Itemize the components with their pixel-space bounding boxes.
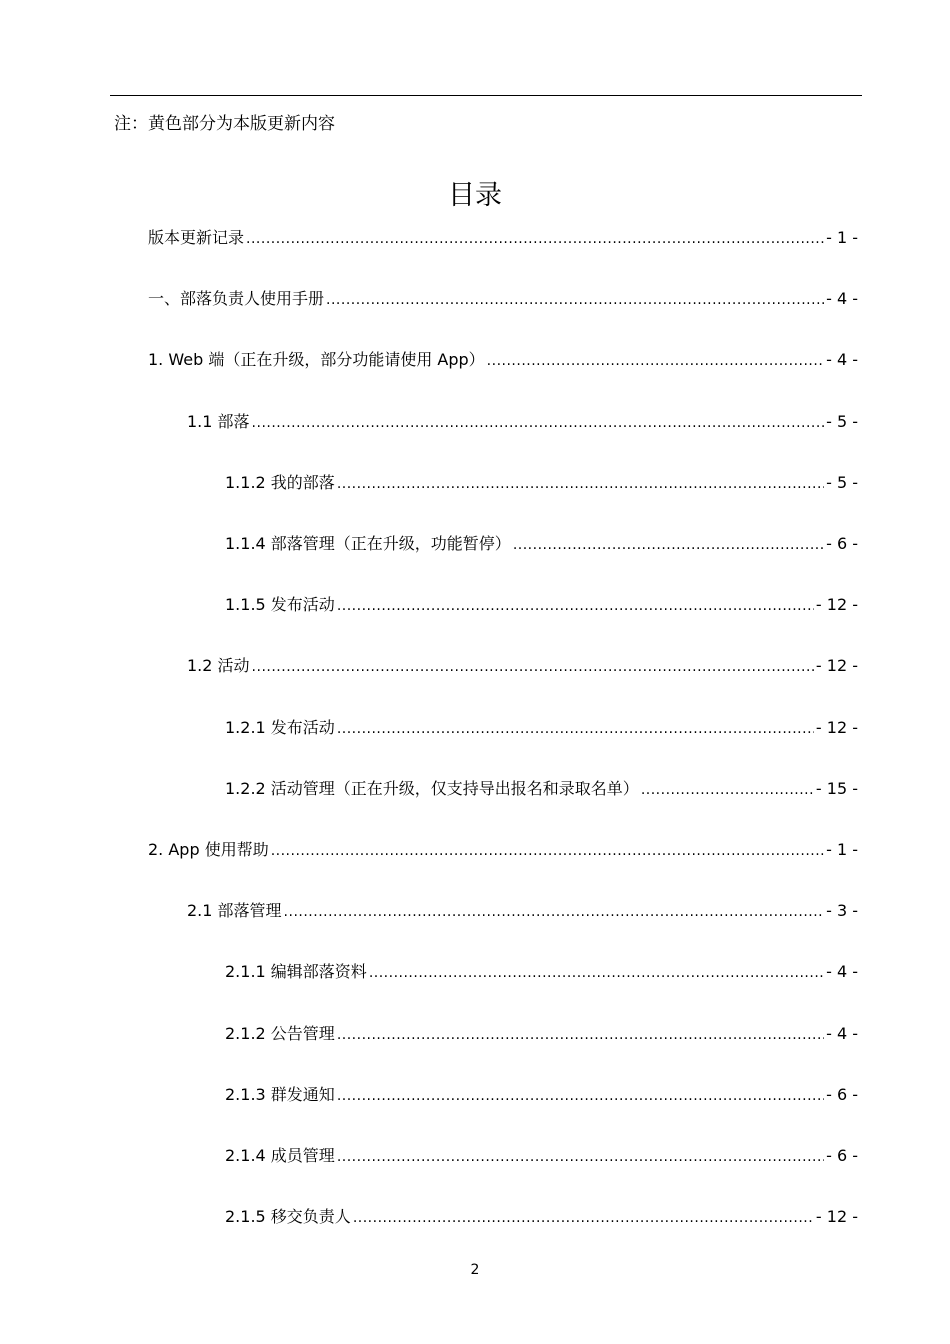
toc-entry-leader	[271, 838, 824, 864]
toc-entry[interactable]	[225, 1082, 858, 1108]
toc-entry-leader	[641, 777, 814, 803]
toc-entry[interactable]	[148, 347, 858, 373]
toc-entry[interactable]	[148, 286, 858, 312]
toc-entry-label: 1.2 活动	[187, 656, 250, 675]
toc-entry-page: - 4 -	[826, 962, 858, 981]
toc-entry-leader	[337, 1144, 824, 1170]
toc-entry-page: - 1 -	[826, 228, 858, 247]
toc-entry[interactable]	[225, 776, 858, 802]
toc-entry-leader	[353, 1205, 814, 1231]
toc-entry-page: - 12 -	[815, 595, 858, 614]
toc-entry-page: - 6 -	[826, 534, 858, 553]
toc-entry[interactable]	[187, 898, 858, 924]
toc-entry-label: 1.1.5 发布活动	[225, 595, 335, 614]
toc-entry-label: 2.1.1 编辑部落资料	[225, 962, 367, 981]
toc-entry-label: 1.1.4 部落管理（正在升级，功能暂停）	[225, 534, 511, 553]
page-number: 2	[470, 1262, 480, 1278]
toc-entry-leader	[337, 471, 824, 497]
toc-entry-page: - 12 -	[815, 656, 858, 675]
toc-entry[interactable]	[148, 225, 858, 251]
toc-entry-page: - 12 -	[815, 1207, 858, 1226]
toc-entry-page: - 6 -	[826, 1085, 858, 1104]
toc-entry-page: - 4 -	[826, 289, 858, 308]
toc-entry-label: 2.1.5 移交负责人	[225, 1207, 351, 1226]
toc-entry-label: 1.1 部落	[187, 412, 250, 431]
toc-entry-leader	[326, 287, 824, 313]
toc-entry[interactable]	[225, 715, 858, 741]
toc-entry[interactable]	[187, 409, 858, 435]
toc-entry-leader	[246, 226, 824, 252]
toc-entry-leader	[252, 654, 814, 680]
toc-entry-page: - 6 -	[826, 1146, 858, 1165]
toc-entry[interactable]	[225, 470, 858, 496]
toc-entry[interactable]	[225, 1143, 858, 1169]
toc-entry-label: 1. Web 端（正在升级，部分功能请使用 App）	[148, 350, 485, 369]
toc-entry[interactable]	[187, 653, 858, 679]
toc-entry-leader	[337, 1083, 824, 1109]
toc-entry-leader	[337, 593, 814, 619]
header-rule	[110, 95, 862, 96]
toc-entry[interactable]	[225, 592, 858, 618]
toc-entry-leader	[252, 410, 825, 436]
toc-entry-leader	[369, 960, 824, 986]
toc-entry-leader	[337, 1022, 824, 1048]
toc-entry[interactable]	[225, 1021, 858, 1047]
toc-entry[interactable]	[225, 959, 858, 985]
toc-entry-page: - 3 -	[826, 901, 858, 920]
toc-title: 目录	[448, 180, 502, 211]
toc-entry-page: - 1 -	[826, 840, 858, 859]
toc-entry-label: 2.1.4 成员管理	[225, 1146, 335, 1165]
toc-entry-label: 2.1.2 公告管理	[225, 1024, 335, 1043]
toc-entry-page: - 5 -	[826, 412, 858, 431]
toc-entry-label: 1.2.2 活动管理（正在升级，仅支持导出报名和录取名单）	[225, 779, 639, 798]
toc-entry[interactable]	[225, 1204, 858, 1230]
toc-entry-page: - 5 -	[826, 473, 858, 492]
toc-entry-label: 2. App 使用帮助	[148, 840, 269, 859]
toc-entry-label: 1.1.2 我的部落	[225, 473, 335, 492]
toc-entry-label: 一、部落负责人使用手册	[148, 289, 325, 308]
toc-entry-leader	[487, 348, 824, 374]
toc-entry-leader	[284, 899, 825, 925]
toc-entry[interactable]	[225, 531, 858, 557]
update-note: 注：黄色部分为本版更新内容	[114, 114, 335, 134]
toc-entry-page: - 15 -	[815, 779, 858, 798]
toc-entry-label: 2.1.3 群发通知	[225, 1085, 335, 1104]
toc-entry-leader	[337, 716, 814, 742]
toc-entry-label: 版本更新记录	[148, 228, 245, 247]
toc-entry-page: - 4 -	[826, 350, 858, 369]
toc-entry-page: - 4 -	[826, 1024, 858, 1043]
toc-entry-label: 2.1 部落管理	[187, 901, 282, 920]
toc-entry-leader	[513, 532, 824, 558]
toc-entry-page: - 12 -	[815, 718, 858, 737]
toc-entry-label: 1.2.1 发布活动	[225, 718, 335, 737]
toc-entry[interactable]	[148, 837, 858, 863]
